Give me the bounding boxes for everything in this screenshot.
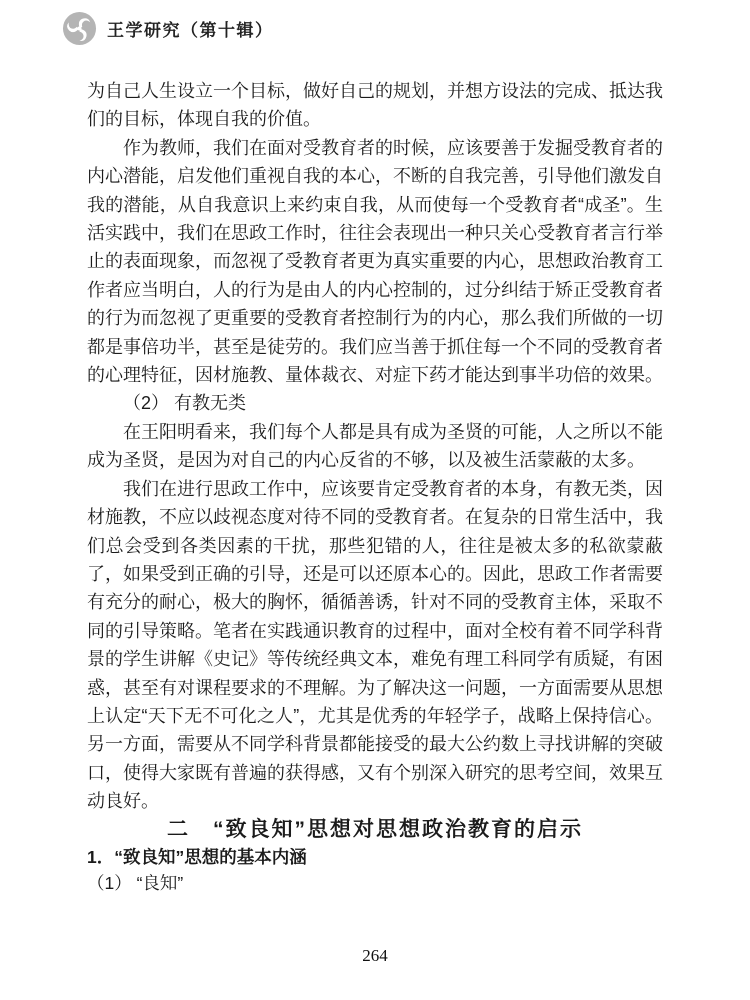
sub-item-heading: （1） “良知”: [87, 872, 184, 893]
paragraph: 为自己人生设立一个目标，做好自己的规划，并想方设法的完成、抵达我们的目标，体现自我的价值。: [87, 81, 663, 130]
paragraph: 在王阳明看来，我们每个人都是具有成为圣贤的可能，人之所以不能成为圣贤，是因为对自己的内心反省的不够，以及被生活蒙蔽的太多。: [87, 421, 663, 471]
paragraph: 作为教师，我们在面对受教育者的时候，应该要善于发掘受教育者的内心潜能，启发他们重视自我的本心，不断的自我完善，引导他们激发自我的潜能，从自我意识上来约束自我，从而使每一个受教育者“成圣”。生活实践中，我们在思政工作时，往往会表现出一种只关心受教育者言行举止的表面现象，而忽视了受教育者更为真实重要的内心，思想政治教育工作者应当明白，人的行为是由人的内心控制的，过分纠结于矫正受教育者的行为而忽视了更重要的受教育者控制行为的内心，那么我们所做的一切都是事倍功半，甚至是徒劳的。我们应当善于抓住每一个不同的受教育者的心理特征，因材施教、量体裁衣、对症下药才能达到事半功倍的效果。: [87, 137, 663, 386]
section-heading: 二 “致良知”思想对思想政治教育的启示: [167, 817, 583, 841]
cloud-spiral-logo-icon: [62, 11, 97, 46]
main-text-column: [87, 77, 663, 896]
running-head: [62, 11, 274, 46]
list-item-heading: （2） 有教无类: [123, 393, 247, 414]
page-number: 264: [362, 946, 388, 965]
paragraph: 我们在进行思政工作中，应该要肯定受教育者的本身，有教无类，因材施教，不应以歧视态度对待不同的受教育者。在复杂的日常生活中，我们总会受到各类因素的干扰，那些犯错的人，往往是被太多的私欲蒙蔽了，如果受到正确的引导，还是可以还原本心的。因此，思政工作者需要有充分的耐心，极大的胸怀，循循善诱，针对不同的受教育主体，采取不同的引导策略。笔者在实践通识教育的过程中，面对全校有着不同学科背景的学生讲解《史记》等传统经典文本，难免有理工科同学有质疑，有困惑，甚至有对课程要求的不理解。为了解决这一问题，一方面需要从思想上认定“天下无不可化之人”，尤其是优秀的年轻学子，战略上保持信心。另一方面，需要从不同学科背景都能接受的最大公约数上寻找讲解的突破口，使得大家既有普遍的获得感，又有个别深入研究的思考空间，效果互动良好。: [87, 478, 663, 812]
subsection-heading: 1．“致良知”思想的基本内涵: [87, 846, 307, 867]
book-title: 王学研究（第十辑）: [107, 21, 274, 40]
